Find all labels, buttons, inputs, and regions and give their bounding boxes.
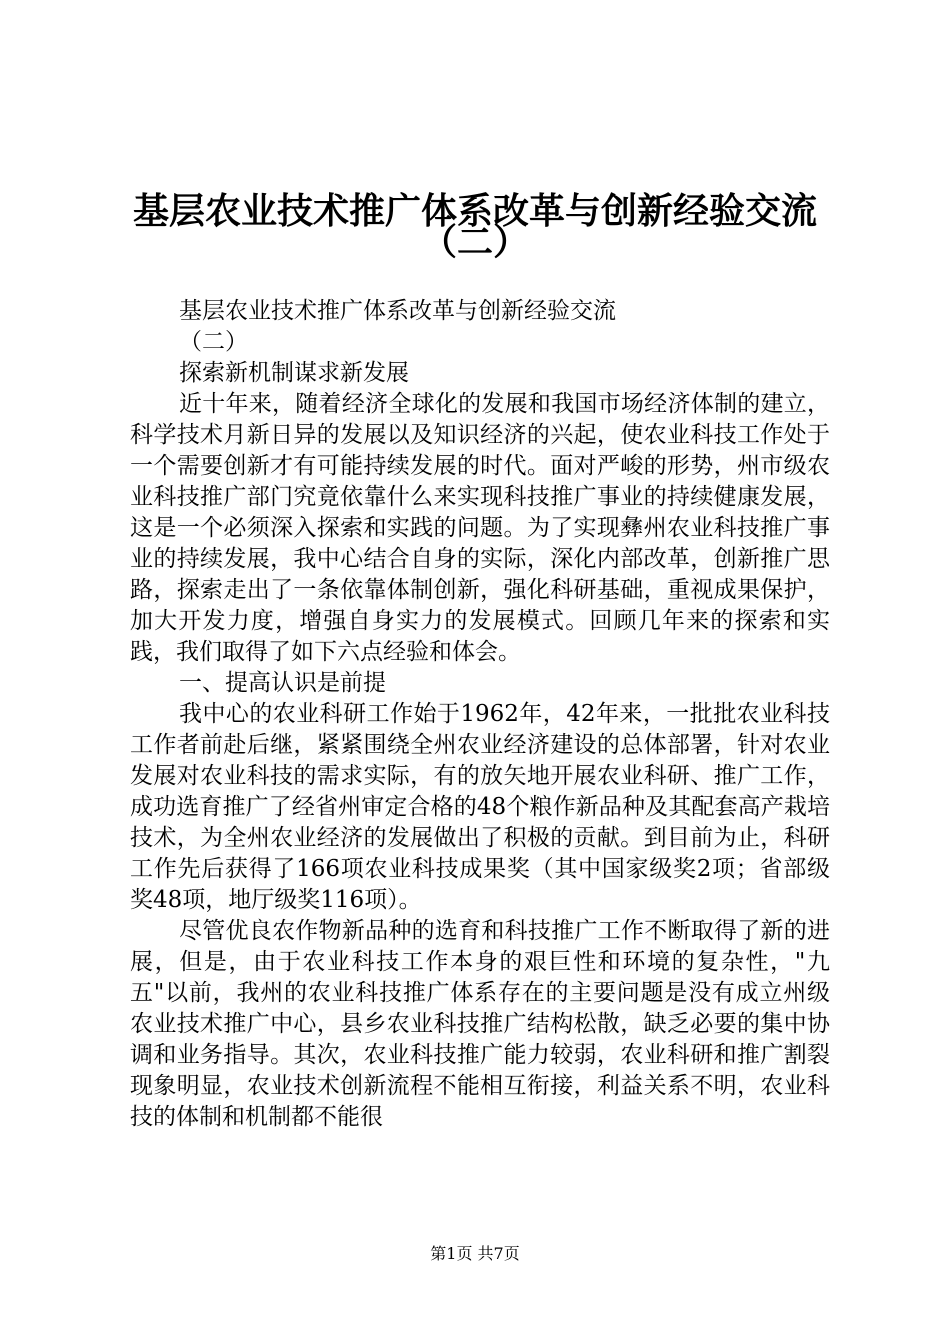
section-heading: 探索新机制谋求新发展 — [179, 360, 409, 386]
subtitle-suffix-line: （二） — [179, 329, 248, 355]
document-body — [130, 296, 830, 1133]
body-paragraph: 尽管优良农作物新品种的选育和科技推广工作不断取得了新的进展，但是，由于农业科技工作本身的艰巨性和环境的复杂性，"九五"以前，我州的农业科技推广体系存在的主要问题是没有成立州级农业技术推广中心，县乡农业科技推广结构松散，缺乏必要的集中协调和业务指导。其次，农业科技推广能力较弱，农业科研和推广割裂现象明显，农业技术创新流程不能相互衔接，利益关系不明，农业科技的体制和机制都不能很 — [130, 918, 830, 1130]
document-title-suffix: （二） — [420, 221, 529, 263]
body-paragraph: 近十年来，随着经济全球化的发展和我国市场经济体制的建立，科学技术月新日异的发展以及知识经济的兴起，使农业科技工作处于一个需要创新才有可能持续发展的时代。面对严峻的形势，州市级农业科技推广部门究竟依靠什么来实现科技推广事业的持续健康发展，这是一个必须深入探索和实践的问题。为了实现彝州农业科技推广事业的持续发展，我中心结合自身的实际，深化内部改革，创新推广思路，探索走出了一条依靠体制创新，强化科研基础，重视成果保护，加大开发力度，增强自身实力的发展模式。回顾几年来的探索和实践，我们取得了如下六点经验和体会。 — [130, 391, 830, 665]
section-heading: 一、提高认识是前提 — [179, 670, 386, 696]
document-title: 基层农业技术推广体系改革与创新经验交流 — [132, 190, 817, 232]
page-number: 第1页 共7页 — [430, 1244, 520, 1263]
subtitle-line: 基层农业技术推广体系改革与创新经验交流 — [179, 298, 616, 324]
body-paragraph: 我中心的农业科研工作始于1962年，42年来，一批批农业科技工作者前赴后继，紧紧围绕全州农业经济建设的总体部署，针对农业发展对农业科技的需求实际，有的放矢地开展农业科研、推广工作，成功选育推广了经省州审定合格的48个粮作新品种及其配套高产栽培技术，为全州农业经济的发展做出了积极的贡献。到目前为止，科研工作先后获得了166项农业科技成果奖（其中国家级奖2项；省部级奖48项，地厅级奖116项）。 — [130, 701, 830, 913]
